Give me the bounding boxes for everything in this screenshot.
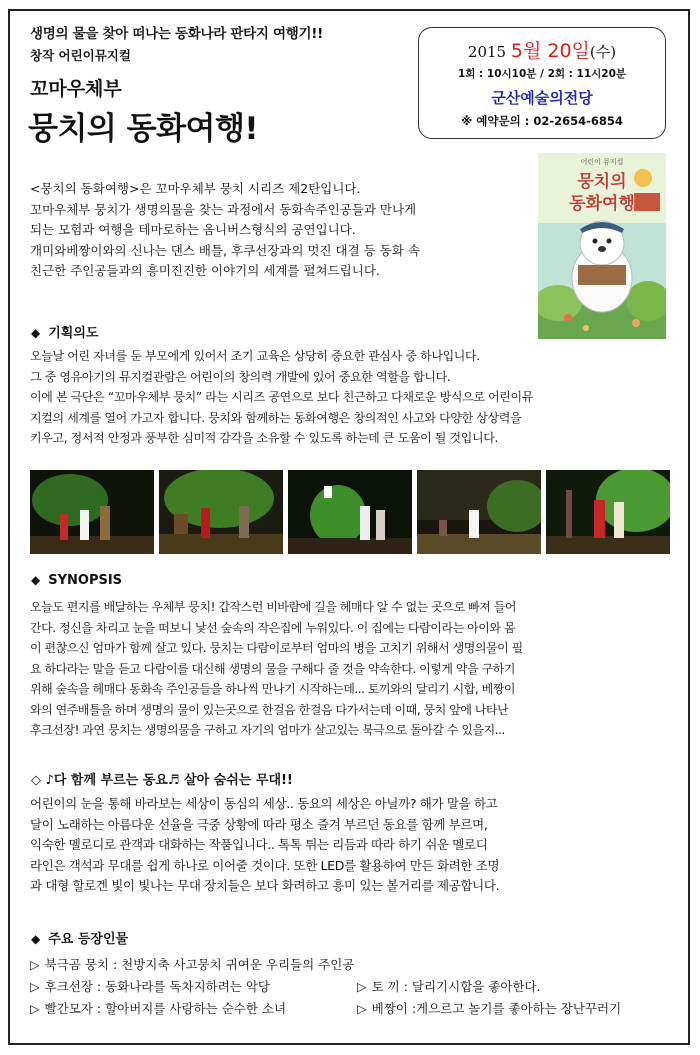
synopsis-line: 와의 연주배틀을 하며 생명의 물이 있는곳으로 한걸음 한걸음 다가서는데 이때, 뭉치 앞에 나타난 <box>30 702 509 717</box>
diamond-bullet-icon: ◆ <box>31 326 41 340</box>
diamond-bullet-icon: ◆ <box>31 932 41 946</box>
performance-date <box>419 36 665 63</box>
planning-heading <box>31 322 98 341</box>
synopsis-heading <box>31 573 122 588</box>
characters-heading <box>31 928 128 947</box>
triangle-bullet-icon: ▷ <box>30 957 40 972</box>
performance-info-box <box>418 27 666 139</box>
poster-title-line1: 뭉치의 <box>577 172 627 192</box>
stage-photo <box>30 470 154 554</box>
poster-subtitle: 어린이 뮤지컬 <box>580 158 624 166</box>
planning-line: 키우고, 정서적 안정과 풍부한 심미적 감각을 소유할 수 있도록 하는데 큰 도움이 될 것입니다. <box>30 431 498 445</box>
planning-line: 이에 본 극단은 “꼬마우체부 뭉치” 라는 시리즈 공연으로 보다 친근하고 다채로운 방식으로 어린이뮤 <box>30 390 533 404</box>
character-entry: 베짱이 :게으르고 놀기를 좋아하는 장난꾸러기 <box>371 1001 622 1016</box>
characters-heading-text: 주요 등장인물 <box>48 932 129 947</box>
synopsis-line: 오늘도 편지를 배달하는 우체부 뭉치! 갑작스런 비바람에 길을 헤매다 알 수 없는 곳으로 빠져 들어 <box>30 600 517 614</box>
intro-paragraph <box>30 179 420 282</box>
character-entry: 토 끼 : 달리기시합을 좋아한다. <box>371 979 541 994</box>
stage-photo <box>546 470 670 554</box>
planning-line: 오늘날 어린 자녀를 둔 부모에게 있어서 조기 교육은 상당히 중요한 관심사 중 하나입니다. <box>30 349 480 363</box>
character-entry: 빨간모자 : 할아버지를 사랑하는 순수한 소녀 <box>44 1001 287 1016</box>
triangle-bullet-icon: ▷ <box>357 1001 367 1016</box>
planning-line: 그 중 영유아기의 뮤지컬관람은 어린이의 창의력 개발에 있어 중요한 역할을 합니다. <box>30 369 451 384</box>
genre-label: 창작 어린이뮤지컬 <box>30 48 131 63</box>
venue-name: 군산예술의전당 <box>491 89 593 107</box>
show-times: 1회 : 10시10분 / 2회 : 11시20분 <box>457 68 627 80</box>
intro-line: 개미와베짱이와의 신나는 댄스 배틀, 후쿠선장과의 멋진 대결 등 동화 속 <box>30 242 420 258</box>
songs-line: 라인은 객석과 무대를 쉽게 하나로 이어줄 것이다. 또한 LED를 활용하여 만든 화려한 조명 <box>30 857 500 873</box>
triangle-bullet-icon: ▷ <box>30 979 40 994</box>
character-row <box>30 999 286 1017</box>
triangle-bullet-icon: ▷ <box>30 1001 40 1016</box>
intro-line: 꼬마우체부 뭉치가 생명의물을 찾는 과정에서 동화속주인공들과 만나게 <box>30 201 417 217</box>
year: 2015 <box>467 43 507 61</box>
character-entry: 북극곰 뭉치 : 천방지축 사고뭉치 귀여운 우리들의 주인공 <box>44 957 355 972</box>
character-row <box>357 999 621 1017</box>
synopsis-paragraph <box>30 597 523 741</box>
intro-line: 친근한 주인공들과의 흥미진진한 이야기의 세계를 펼쳐드립니다. <box>30 263 380 278</box>
reservation-contact: ※ 예약문의 : 02-2654-6854 <box>461 114 623 128</box>
synopsis-line: 간다. 정신을 차리고 눈을 떠보니 낯선 숲속의 작은집에 누워있다. 이 집에는 다람이라는 아이와 몸 <box>30 620 516 635</box>
songs-line: 과 대형 할로겐 빛이 빛나는 무대 장치들은 보다 화려하고 흥미 있는 볼거리를 제공합니다. <box>30 878 500 893</box>
stage-photo <box>417 470 541 554</box>
weekday: (수) <box>589 43 617 61</box>
date-highlight: 5월 20일 <box>510 40 590 62</box>
songs-line: 어린이의 눈을 통해 바라보는 세상이 동심의 세상.. 동요의 세상은 아닐까? 해가 말을 하고 <box>30 796 498 811</box>
diamond-bullet-icon: ◆ <box>31 573 41 587</box>
triangle-bullet-icon: ▷ <box>357 979 367 994</box>
tagline: 생명의 물을 찾아 떠나는 동화나라 판타지 여행기!! <box>30 26 323 42</box>
synopsis-heading-text: SYNOPSIS <box>48 573 123 588</box>
synopsis-line: 이 편찮으신 엄마가 함께 살고 있다. 뭉치는 다람이로부터 엄마의 병을 고치기 위해서 생명의물이 필 <box>30 641 523 655</box>
synopsis-line: 후크선장! 과연 뭉치는 생명의물을 구하고 자기의 엄마가 살고있는 북극으로 돌아갈 수 있을지... <box>30 723 505 737</box>
show-title: 뭉치의 동화여행! <box>28 111 259 147</box>
synopsis-line: 요 하다라는 말을 듣고 다람이를 대신해 생명의 물을 구해다 줄 것을 약속한다. 이렇게 약을 구하기 <box>30 661 516 676</box>
planning-heading-text: 기획의도 <box>48 326 99 341</box>
character-row <box>30 977 270 995</box>
songs-paragraph <box>30 794 499 897</box>
stage-photos <box>30 470 670 554</box>
synopsis-line: 위해 숲속을 헤매다 동화속 주인공들을 하나씩 만나기 시작하는데... 토끼와의 달리기 시합, 베짱이 <box>30 682 516 696</box>
brand-title: 꼬마우체부 <box>30 78 122 100</box>
character-entry: 후크선장 : 동화나라를 독차지하려는 악당 <box>44 979 271 994</box>
intro-line: 되는 모험과 여행을 테마로하는 옴니버스형식의 공연입니다. <box>30 222 356 237</box>
songs-line: 익숙한 멜로디로 관객과 대화하는 작품입니다.. 톡톡 튀는 리듬과 따라 하기 쉬운 멜로디 <box>30 837 488 852</box>
intro-line: <뭉치의 동화여행>은 꼬마우체부 뭉치 시리즈 제2탄입니다. <box>30 181 361 196</box>
stage-photo <box>288 470 412 554</box>
character-row <box>357 977 541 995</box>
stage-photo <box>159 470 283 554</box>
songs-heading: ◇ ♪다 함께 부르는 동요♬ 살아 숨쉬는 무대!! <box>31 773 293 788</box>
planning-paragraph <box>30 346 533 449</box>
songs-line: 달이 노래하는 아름다운 선율을 극중 상황에 따라 평소 즐겨 부르던 동요를 함께 부르며, <box>30 816 488 832</box>
character-row <box>30 955 354 973</box>
planning-line: 지컬의 세계를 열어 가고자 합니다. 뭉치와 함께하는 동화여행은 창의적인 사고와 다양한 상상력을 <box>30 410 522 425</box>
poster-title-line2: 동화여행 <box>569 194 635 214</box>
show-poster <box>538 153 666 339</box>
